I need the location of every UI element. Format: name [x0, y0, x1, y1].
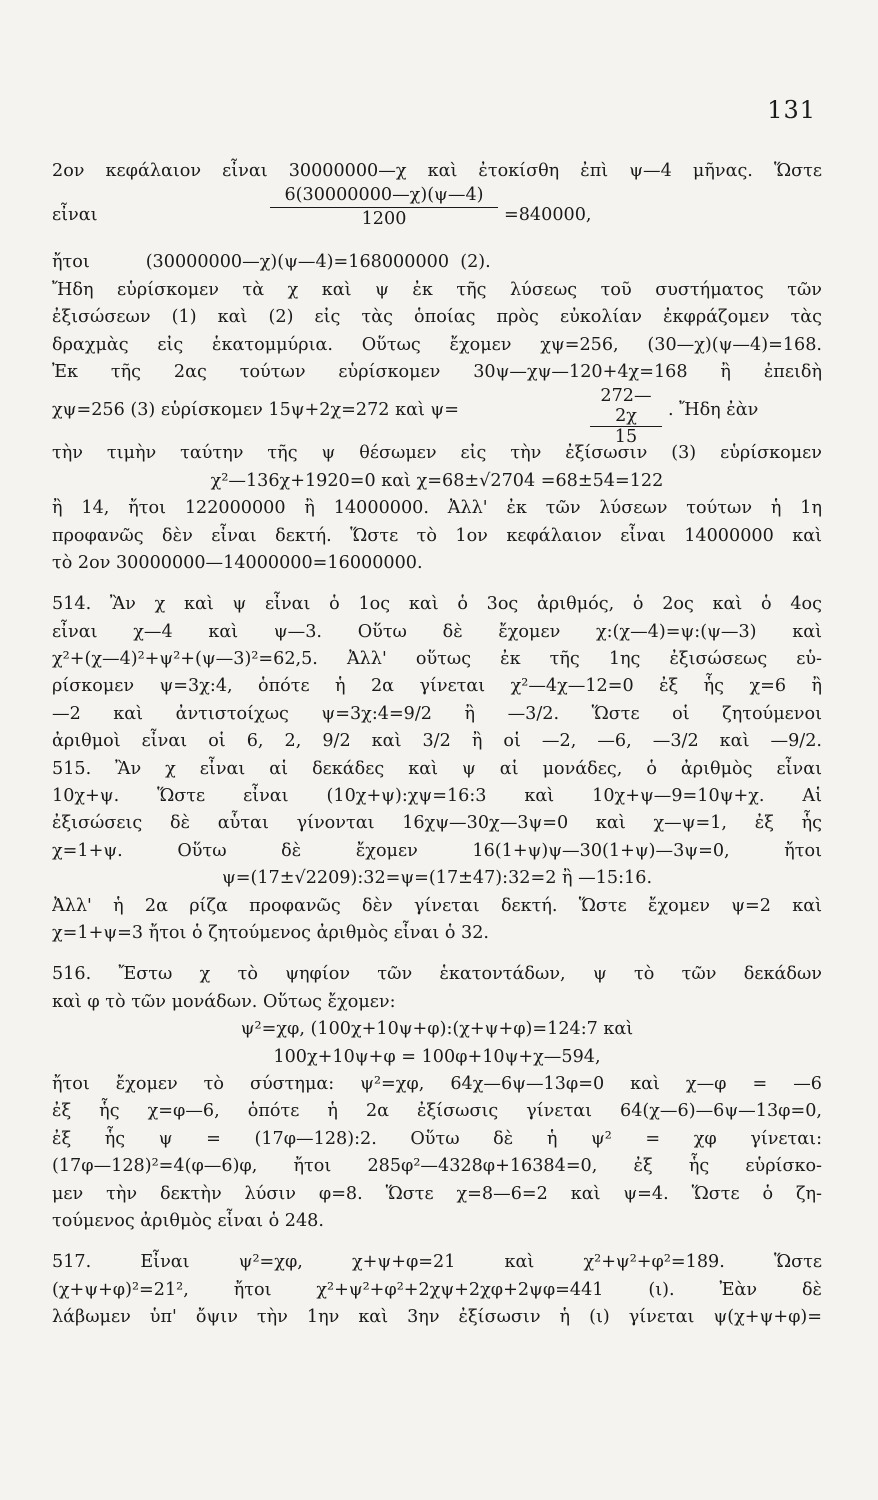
problem-514-line: 514. Ἂν χ καὶ ψ εἶναι ὁ 1ος καὶ ὁ 3ος ἀριθμός, ὁ 2ος καὶ ὁ 4ος — [52, 594, 822, 615]
text-line: προφανῶς δὲν εἶναι δεκτή. Ὥστε τὸ 1ον κεφάλαιον εἶναι 14000000 καὶ — [52, 525, 822, 546]
page-number: 131 — [767, 96, 816, 124]
problem-514-line: ρίσκομεν ψ=3χ:4, ὁπότε ἡ 2α γίνεται χ²—4χ—12=0 ἐξ ἧς χ=6 ἢ — [52, 676, 822, 697]
equation-line: χ²—136χ+1920=0 καὶ χ=68±√2704 =68±54=122 — [210, 470, 664, 491]
problem-515-line: Ἀλλ' ἡ 2α ρίζα προφανῶς δὲν γίνεται δεκτή. Ὥστε ἔχομεν ψ=2 καὶ — [52, 895, 822, 916]
problem-515-line: 10χ+ψ. Ὥστε εἶναι (10χ+ψ):χψ=16:3 καὶ 10χ+ψ—9=10ψ+χ. Αἱ — [52, 786, 822, 807]
problem-514-line: χ²+(χ—4)²+ψ²+(ψ—3)²=62,5. Ἀλλ' οὕτως ἐκ τῆς 1ης ἐξισώσεως εὑ- — [52, 649, 822, 670]
text-fragment: χψ=256 (3) εὑρίσκομεν 15ψ+2χ=272 καὶ ψ= — [52, 400, 459, 421]
problem-516-line: (17φ—128)²=4(φ—6)φ, ἤτοι 285φ²—4328φ+16384=0, ἐξ ἧς εὑρίσκο- — [52, 1156, 822, 1177]
page-body — [52, 158, 822, 1331]
problem-515-line: ἐξισώσεις δὲ αὗται γίνονται 16χψ—30χ—3ψ=0 καὶ χ—ψ=1, ἐξ ἧς — [52, 813, 822, 834]
fraction-denominator: 1200 — [361, 209, 407, 230]
fraction-rhs: =840000, — [504, 205, 592, 226]
text-line: δραχμὰς εἰς ἑκατομμύρια. Οὕτως ἔχομεν χψ=256, (30—χ)(ψ—4)=168. — [52, 334, 822, 355]
problem-516-line: μεν τὴν δεκτὴν λύσιν φ=8. Ὥστε χ=8—6=2 καὶ ψ=4. Ὥστε ὁ ζη- — [52, 1183, 822, 1204]
problem-517-line: 517. Εἶναι ψ²=χφ, χ+ψ+φ=21 καὶ χ²+ψ²+φ²=189. Ὥστε — [52, 1252, 822, 1273]
problem-516-line: ἐξ ἧς ψ = (17φ—128):2. Οὕτω δὲ ἡ ψ² = χφ γίνεται: — [52, 1128, 822, 1149]
problem-515-line: ψ=(17±√2209):32=ψ=(17±47):32=2 ἢ —15:16. — [221, 868, 653, 889]
text-line: τὴν τιμὴν ταύτην τῆς ψ θέσωμεν εἰς τὴν ἐξίσωσιν (3) εὑρίσκομεν — [52, 443, 822, 464]
problem-516-line: ψ²=χφ, (100χ+10ψ+φ):(χ+ψ+φ)=124:7 καὶ — [240, 1019, 634, 1040]
text-line: Ἤδη εὑρίσκομεν τὰ χ καὶ ψ ἐκ τῆς λύσεως τοῦ συστήματος τῶν — [52, 279, 822, 300]
text-line: ἐξισώσεων (1) καὶ (2) εἰς τὰς ὁποίας πρὸς εὐκολίαν ἐκφράζομεν τὰς — [52, 307, 822, 328]
problem-515-line: χ=1+ψ=3 ἤτοι ὁ ζητούμενος ἀριθμὸς εἶναι ὁ 32. — [52, 922, 490, 943]
problem-516-line: ἐξ ἧς χ=φ—6, ὁπότε ἡ 2α ἐξίσωσις γίνεται 64(χ—6)—6ψ—13φ=0, — [52, 1101, 822, 1122]
problem-516-line: καὶ φ τὸ τῶν μονάδων. Οὕτως ἔχομεν: — [52, 991, 396, 1012]
fraction-equation — [52, 185, 822, 249]
fraction-line — [52, 386, 822, 448]
problem-516-line: 100χ+10ψ+φ = 100φ+10ψ+χ—594, — [273, 1046, 601, 1067]
problem-517-line: λάβωμεν ὑπ' ὄψιν τὴν 1ην καὶ 3ην ἐξίσωσιν ἡ (ι) γίνεται ψ(χ+ψ+φ)= — [52, 1307, 822, 1328]
problem-514-line: ἀριθμοὶ εἶναι οἱ 6, 2, 9/2 καὶ 3/2 ἢ οἱ —2, —6, —3/2 καὶ —9/2. — [52, 731, 822, 752]
fraction — [270, 185, 498, 229]
text-line: 2ον κεφάλαιον εἶναι 30000000—χ καὶ ἐτοκίσθη ἐπὶ ψ—4 μῆνας. Ὥστε — [52, 161, 822, 181]
problem-517-line: (χ+ψ+φ)²=21², ἤτοι χ²+ψ²+φ²+2χψ+2χφ+2ψφ=441 (ι). Ἐὰν δὲ — [52, 1279, 822, 1300]
fraction-numerator: 272—2χ — [590, 386, 662, 427]
problem-514-line: εἶναι χ—4 καὶ ψ—3. Οὕτω δὲ ἔχομεν χ:(χ—4)=ψ:(ψ—3) καὶ — [52, 621, 822, 642]
problem-515-line: 515. Ἂν χ εἶναι αἱ δεκάδες καὶ ψ αἱ μονάδες, ὁ ἀριθμὸς εἶναι — [52, 758, 822, 779]
fraction — [590, 386, 662, 447]
problem-516-line: 516. Ἔστω χ τὸ ψηφίον τῶν ἑκατοντάδων, ψ τὸ τῶν δεκάδων — [52, 964, 822, 985]
text-fragment: . Ἤδη ἐὰν — [668, 400, 759, 421]
problem-514-line: —2 καὶ ἀντιστοίχως ψ=3χ:4=9/2 ἢ —3/2. Ὥστε οἱ ζητούμενοι — [52, 703, 822, 724]
equation-label: εἶναι — [52, 205, 98, 226]
problem-516-line: ἤτοι ἔχομεν τὸ σύστημα: ψ²=χφ, 64χ—6ψ—13φ=0 καὶ χ—φ = —6 — [52, 1073, 822, 1094]
text-line: τὸ 2ον 30000000—14000000=16000000. — [52, 552, 423, 573]
problem-515-line: χ=1+ψ. Οὕτω δὲ ἔχομεν 16(1+ψ)ψ—30(1+ψ)—3ψ=0, ἤτοι — [52, 840, 822, 861]
fraction-numerator: 6(30000000—χ)(ψ—4) — [270, 185, 498, 208]
text-line: ἢ 14, ἤτοι 122000000 ἢ 14000000. Ἀλλ' ἐκ τῶν λύσεων τούτων ἡ 1η — [52, 498, 822, 519]
problem-516-line: τούμενος ἀριθμὸς εἶναι ὁ 248. — [52, 1210, 324, 1231]
fraction-denominator: 15 — [614, 427, 638, 448]
text-line: Ἐκ τῆς 2ας τούτων εὑρίσκομεν 30ψ—χψ—120+4χ=168 ἢ ἐπειδὴ — [52, 361, 822, 382]
text-line: ἤτοι (30000000—χ)(ψ—4)=168000000 (2). — [52, 252, 491, 273]
